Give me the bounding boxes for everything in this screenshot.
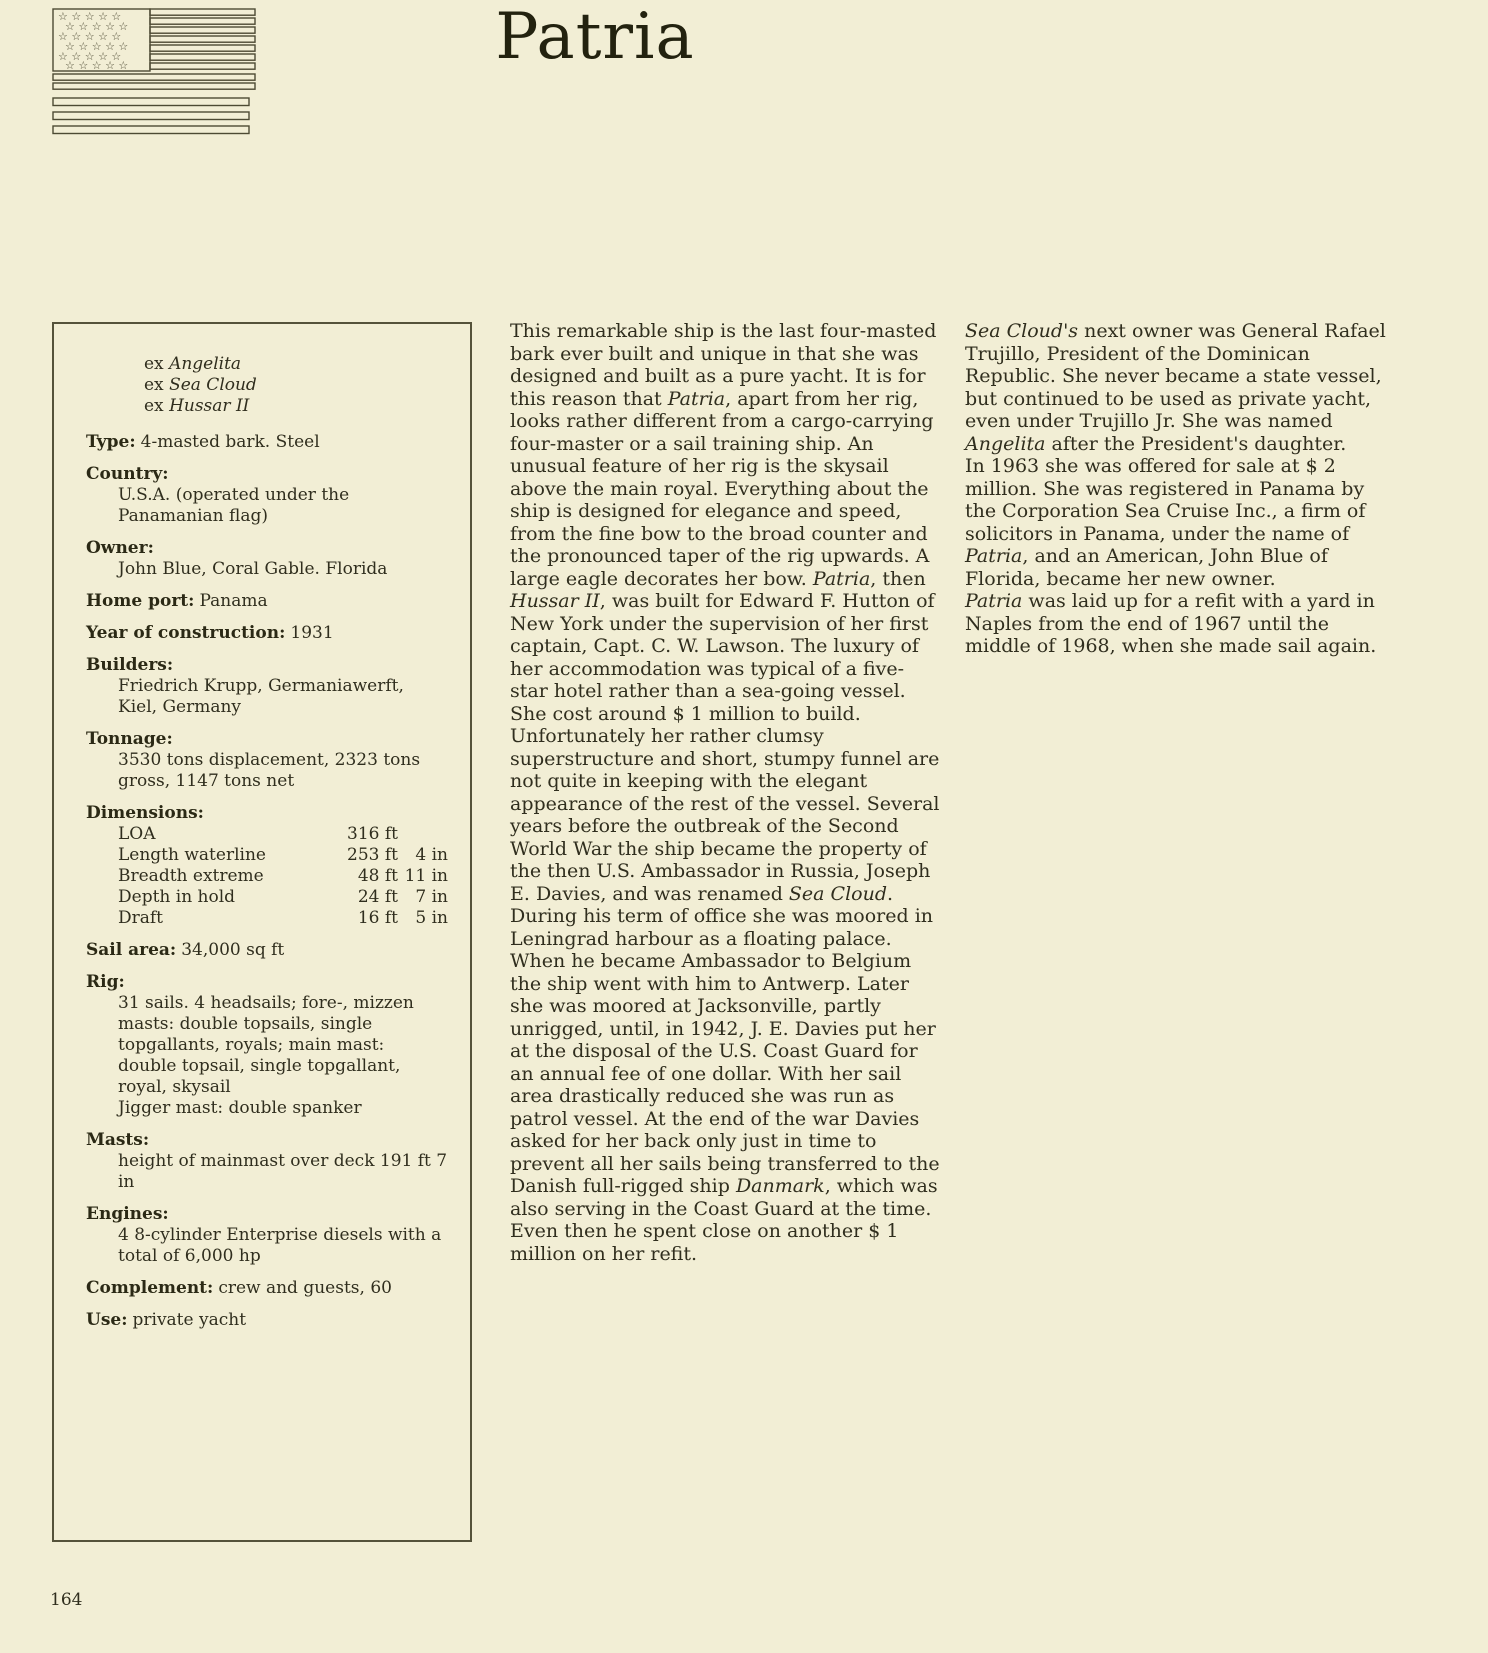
svg-text:☆ ☆ ☆ ☆ ☆: ☆ ☆ ☆ ☆ ☆ <box>65 20 129 33</box>
article-paragraph: Sea Cloud's next owner was General Rafael Trujillo, President of the Dominican Republic. She never became a state vessel, but continued to be used as private yacht, even under Trujillo Jr. She was named Angelita after the President's daughter. <box>965 320 1386 455</box>
spec-field-builders: Builders: Friedrich Krupp, Germaniawerft, Kiel, Germany <box>86 655 404 717</box>
spec-field-country: Country: U.S.A. (operated under the Panamanian flag) <box>86 464 350 526</box>
svg-text:☆ ☆ ☆ ☆ ☆: ☆ ☆ ☆ ☆ ☆ <box>58 10 122 23</box>
spec-field-dimensions: Dimensions: LOA 316 ft Length waterline 253 ft 4 in Breadth extreme 48 ft 11 in Depth in hold 24 ft 7 in Draft 16 ft 5 in <box>86 803 448 928</box>
dimension-row: Depth in hold 24 ft 7 in <box>118 887 448 907</box>
svg-text:☆ ☆ ☆ ☆ ☆: ☆ ☆ ☆ ☆ ☆ <box>58 30 122 43</box>
article-paragraph: This remarkable ship is the last four-masted bark ever built and unique in that she was designed and built as a pure yacht. It is for this reason that Patria, apart from her rig, looks rather different from a cargo-carrying four-master or a sail training ship. An unusual feature of her rig is the skysail above the main royal. Everything about the ship is designed for elegance and speed, from the fine bow to the broad counter and the pronounced taper of the rig upwards. A large eagle decorates her bow. Patria, then Hussar II, was built for Edward F. Hutton of New York under the supervision of her first captain, Capt. C. W. Lawson. The luxury of her accommodation was typical of a five-star hotel rather than a sea-going vessel. She cost around $ 1 million to build. Unfortunately her rather clumsy superstructure and short, stumpy funnel are not quite in keeping with the elegant appearance of the rest of the vessel. Several years before the outbreak of the Second World War the ship became the property of the then U.S. Ambassador in Russia, Joseph E. Davies, and was renamed Sea Cloud. During his term of office she was moored in Leningrad harbour as a floating palace. When he became Ambassador to Belgium the ship went with him to Antwerp. Later she was moored at Jacksonville, partly unrigged, until, in 1942, J. E. Davies put her at the disposal of the U.S. Coast Guard for an annual fee of one dollar. With her sail area drastically reduced she was run as patrol vessel. At the end of the war Davies asked for her back only just in time to prevent all her sails being transferred to the Danish full-rigged ship Danmark, which was also serving in the Coast Guard at the time. Even then he spent close on another $ 1 million on her refit. <box>510 320 940 1265</box>
former-names <box>86 354 448 417</box>
former-name-1: ex Angelita <box>144 354 242 374</box>
former-name-2: ex Sea Cloud <box>144 375 257 395</box>
article-column-1 <box>510 320 940 1265</box>
page-number: 164 <box>50 1590 83 1610</box>
spec-field-home-port: Home port: Panama <box>86 591 268 611</box>
spec-field-sail-area: Sail area: 34,000 sq ft <box>86 940 285 960</box>
svg-text:☆ ☆ ☆ ☆ ☆: ☆ ☆ ☆ ☆ ☆ <box>58 50 122 63</box>
svg-text:☆ ☆ ☆ ☆ ☆: ☆ ☆ ☆ ☆ ☆ <box>65 40 129 53</box>
article-paragraph: In 1963 she was offered for sale at $ 2 million. She was registered in Panama by the Corporation Sea Cruise Inc., a firm of solicitors in Panama, under the name of Patria, and an American, John Blue of Florida, became her new owner. <box>965 455 1366 590</box>
article-column-2 <box>965 320 1395 658</box>
dimensions-table <box>86 824 448 929</box>
dimension-row: LOA 316 ft <box>118 824 398 844</box>
spec-field-tonnage: Tonnage: 3530 tons displacement, 2323 tons gross, 1147 tons net <box>86 729 421 791</box>
page-title: Patria <box>495 0 695 74</box>
article-paragraph: Patria was laid up for a refit with a yard in Naples from the end of 1967 until the middle of 1968, when she made sail again. <box>965 590 1377 657</box>
spec-field-complement: Complement: crew and guests, 60 <box>86 1278 392 1298</box>
spec-field-year: Year of construction: 1931 <box>86 623 334 643</box>
dimension-row: Draft 16 ft 5 in <box>118 908 448 928</box>
spec-field-owner: Owner: John Blue, Coral Gable. Florida <box>86 538 388 579</box>
spec-field-rig: Rig: 31 sails. 4 headsails; fore-, mizzen masts: double topsails, single topgallants, royals; main mast: double topsail, single topgallant, royal, skysail Jigger mast: double spanker <box>86 972 414 1118</box>
spec-field-engines: Engines: 4 8-cylinder Enterprise diesels with a total of 6,000 hp <box>86 1204 442 1266</box>
former-name-3: ex Hussar II <box>144 396 250 416</box>
spec-field-type: Type: 4-masted bark. Steel <box>86 432 320 452</box>
svg-text:☆ ☆ ☆ ☆ ☆: ☆ ☆ ☆ ☆ ☆ <box>65 59 129 72</box>
spec-field-use: Use: private yacht <box>86 1310 247 1330</box>
dimension-row: Length waterline 253 ft 4 in <box>118 845 448 865</box>
spec-field-masts: Masts: height of mainmast over deck 191 ft 7 in <box>86 1130 448 1192</box>
dimension-row: Breadth extreme 48 ft 11 in <box>118 866 448 886</box>
spec-box <box>52 322 472 1542</box>
